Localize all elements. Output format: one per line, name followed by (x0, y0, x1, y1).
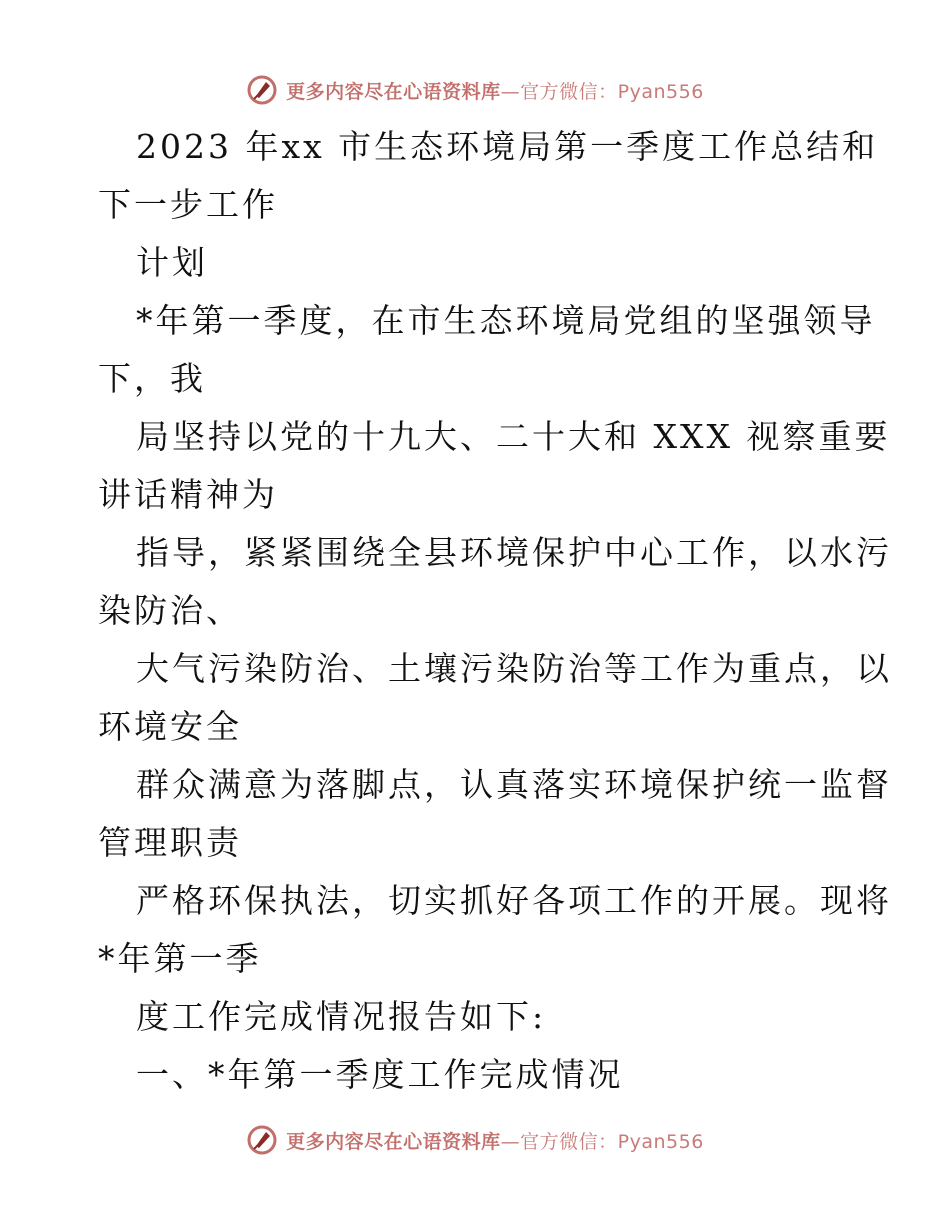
document-body (98, 118, 892, 1104)
paragraph-line: 局坚持以党的十九大、二十大和 XXX 视察重要 (136, 417, 891, 456)
paragraph-line: 严格环保执法，切实抓好各项工作的开展。现将 (136, 881, 892, 920)
pen-nib-logo-icon (246, 1124, 278, 1156)
header-watermark (0, 70, 950, 110)
paragraph-line: 染防治、 (98, 591, 242, 630)
paragraph-line: 下，我 (98, 359, 206, 398)
title-line-3: 计划 (136, 243, 208, 282)
paragraph-line: *年第一季度，在市生态环境局党组的坚强领导 (136, 301, 876, 340)
paragraph-line: 指导，紧紧围绕全县环境保护中心工作，以水污 (136, 533, 892, 572)
watermark-text: 更多内容尽在心语资料库—官方微信：Pyan556 (286, 1130, 704, 1153)
title-line-1: 2023 年xx 市生态环境局第一季度工作总结和 (136, 127, 879, 166)
paragraph-line: 度工作完成情况报告如下: (136, 997, 547, 1036)
watermark-text: 更多内容尽在心语资料库—官方微信：Pyan556 (286, 80, 704, 103)
section-heading: 一、*年第一季度工作完成情况 (136, 1055, 624, 1094)
paragraph-line: 群众满意为落脚点，认真落实环境保护统一监督 (136, 765, 892, 804)
paragraph-line: 环境安全 (98, 707, 242, 746)
paragraph-line: 讲话精神为 (98, 475, 278, 514)
pen-nib-logo-icon (246, 74, 278, 106)
paragraph-line: *年第一季 (98, 939, 262, 978)
footer-watermark (0, 1120, 950, 1160)
title-line-2: 下一步工作 (98, 185, 278, 224)
paragraph-line: 大气污染防治、土壤污染防治等工作为重点，以 (136, 649, 892, 688)
paragraph-line: 管理职责 (98, 823, 242, 862)
